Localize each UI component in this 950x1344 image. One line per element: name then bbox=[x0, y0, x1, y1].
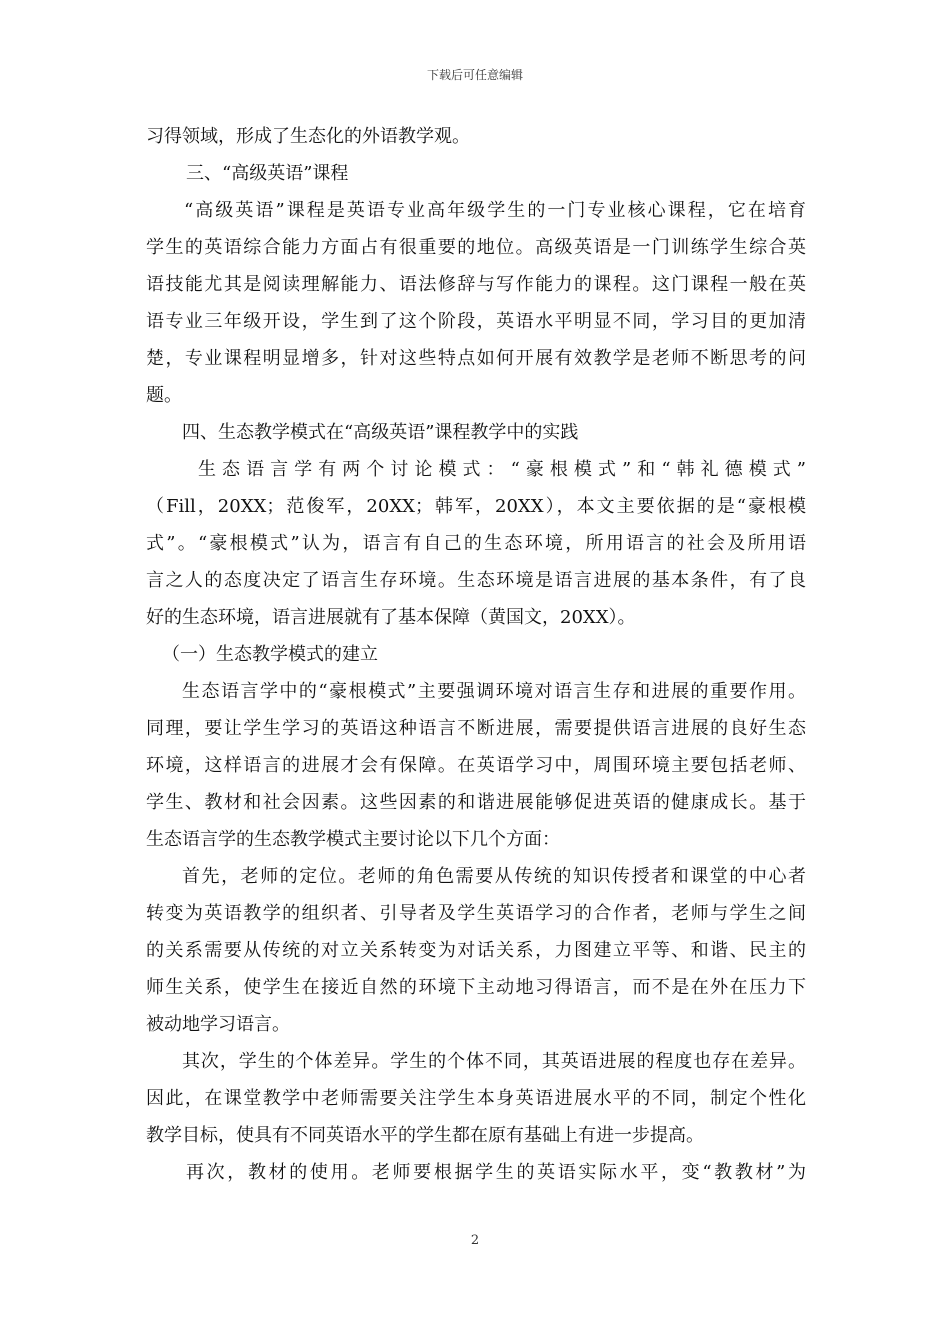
page-number: 2 bbox=[470, 1233, 480, 1248]
paragraph-line: 再次，教材的使用。老师要根据学生的英语实际水平，变“教教材”为 bbox=[186, 1162, 806, 1183]
document-body bbox=[146, 122, 806, 1195]
paragraph-line: 转变为英语教学的组织者、引导者及学生英语学习的合作者，老师与学生之间 bbox=[146, 903, 806, 924]
paragraph-line: 题。 bbox=[146, 385, 182, 406]
paragraph-line: “高级英语”课程是英语专业高年级学生的一门专业核心课程，它在培育 bbox=[184, 200, 806, 221]
paragraph-line: 的关系需要从传统的对立关系转变为对话关系，力图建立平等、和谐、民主的 bbox=[146, 940, 806, 961]
paragraph-line: 其次，学生的个体差异。学生的个体不同，其英语进展的程度也存在差异。 bbox=[182, 1051, 806, 1072]
paragraph-line: 环境，这样语言的进展才会有保障。在英语学习中，周围环境主要包括老师、 bbox=[146, 755, 806, 776]
paragraph-line: 教学目标，使具有不同英语水平的学生都在原有基础上有进一步提高。 bbox=[146, 1125, 704, 1146]
page-header: 下载后可任意编辑 bbox=[426, 68, 523, 82]
paragraph-line: 语专业三年级开设，学生到了这个阶段，英语水平明显不同，学习目的更加清 bbox=[146, 311, 806, 332]
paragraph-line: 好的生态环境，语言进展就有了基本保障（黄国文，20XX）。 bbox=[146, 607, 636, 628]
paragraph-line: 习得领域，形成了生态化的外语教学观。 bbox=[146, 126, 470, 147]
section-heading-4: 四、生态教学模式在“高级英语”课程教学中的实践 bbox=[182, 422, 579, 443]
paragraph-line: 首先，老师的定位。老师的角色需要从传统的知识传授者和课堂的中心者 bbox=[182, 866, 806, 887]
paragraph-line: 师生关系，使学生在接近自然的环境下主动地习得语言，而不是在外在压力下 bbox=[146, 977, 806, 998]
paragraph-line: 式”。“豪根模式”认为，语言有自己的生态环境，所用语言的社会及所用语 bbox=[146, 533, 806, 554]
paragraph-line: 楚，专业课程明显增多，针对这些特点如何开展有效教学是老师不断思考的问 bbox=[146, 348, 806, 369]
paragraph-line: 语技能尤其是阅读理解能力、语法修辞与写作能力的课程。这门课程一般在英 bbox=[146, 274, 806, 295]
paragraph-line: 学生的英语综合能力方面占有很重要的地位。高级英语是一门训练学生综合英 bbox=[146, 237, 806, 258]
paragraph-line: 学生、教材和社会因素。这些因素的和谐进展能够促进英语的健康成长。基于 bbox=[146, 792, 806, 813]
paragraph-line: 生态语言学有两个讨论模式：“豪根模式”和“韩礼德模式” bbox=[198, 459, 806, 480]
subsection-heading-1: （一）生态教学模式的建立 bbox=[162, 644, 378, 665]
paragraph-line: 言之人的态度决定了语言生存环境。生态环境是语言进展的基本条件，有了良 bbox=[146, 570, 806, 591]
paragraph-line: （Fill，20XX；范俊军，20XX；韩军，20XX），本文主要依据的是“豪根模 bbox=[146, 496, 806, 517]
paragraph-line: 因此，在课堂教学中老师需要关注学生本身英语进展水平的不同，制定个性化 bbox=[146, 1088, 806, 1109]
paragraph-line: 被动地学习语言。 bbox=[146, 1014, 290, 1035]
paragraph-line: 同理，要让学生学习的英语这种语言不断进展，需要提供语言进展的良好生态 bbox=[146, 718, 806, 739]
section-heading-3: 三、“高级英语”课程 bbox=[186, 163, 349, 184]
paragraph-line: 生态语言学中的“豪根模式”主要强调环境对语言生存和进展的重要作用。 bbox=[182, 681, 806, 702]
paragraph-line: 生态语言学的生态教学模式主要讨论以下几个方面： bbox=[146, 829, 560, 850]
